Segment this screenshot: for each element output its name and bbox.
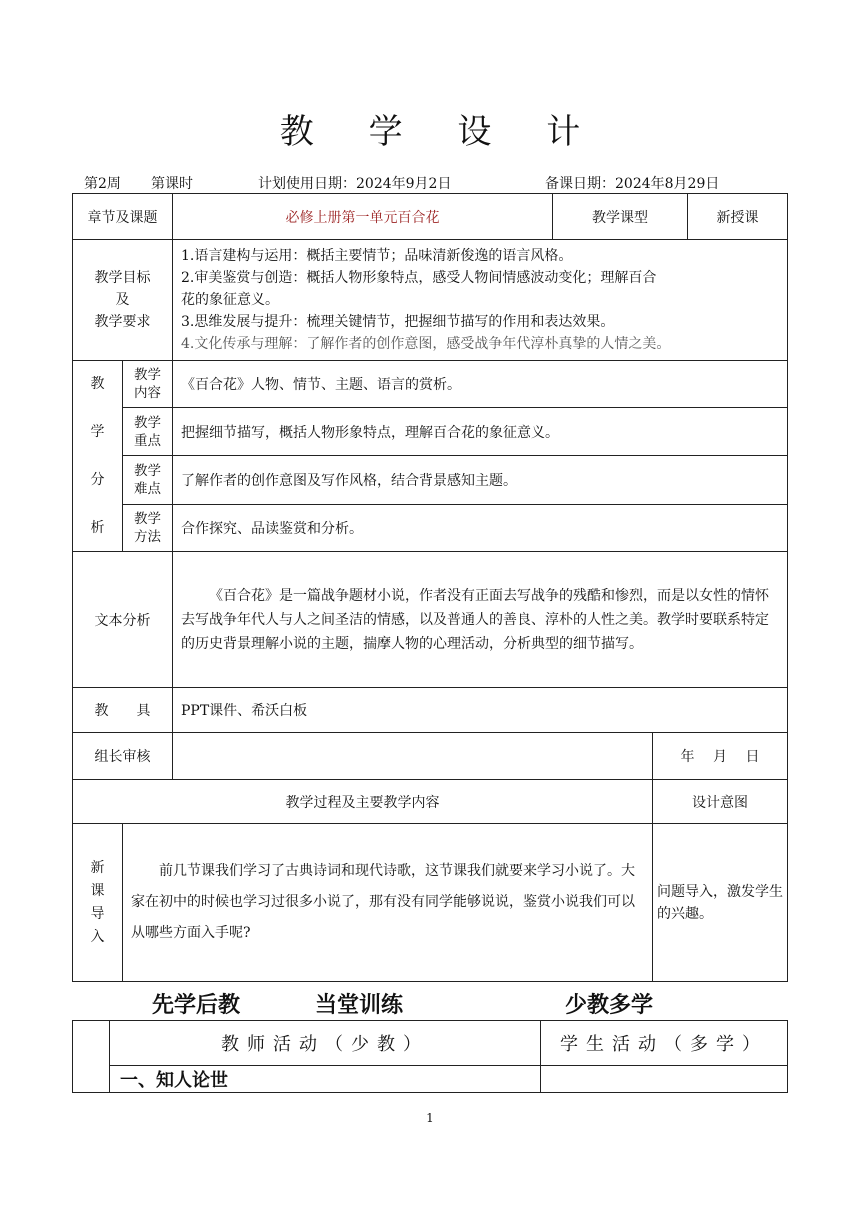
process-header-left: 教学过程及主要教学内容 <box>73 780 653 824</box>
period-label: 第课时 <box>151 176 193 192</box>
text-analysis-row <box>73 552 788 688</box>
intro-text: 前几节课我们学习了古典诗词和现代诗歌，这节课我们就要来学习小说了。大家在初中的时候也学习过很多小说了，那有没有同学能够说说，鉴赏小说我们可以从哪些方面入手呢? <box>123 824 653 982</box>
page-number: 1 <box>426 1111 434 1125</box>
activity-header-row <box>73 1021 788 1066</box>
intro-side-label <box>73 824 123 982</box>
analysis-side-char: 析 <box>90 520 105 536</box>
goals-label-line-3: 教学要求 <box>94 314 151 330</box>
analysis-row-difficulties <box>73 455 788 504</box>
goal-item: 3.思维发展与提升：梳理关键情节，把握细节描写的作用和表达效果。 <box>181 314 615 330</box>
document-title: 教 学 设 计 <box>279 112 603 152</box>
chapter-label: 章节及课题 <box>73 194 173 240</box>
section-one-student-cell <box>541 1066 788 1093</box>
analysis-label: 教学 方法 <box>123 504 173 552</box>
intro-side-char: 导 <box>90 905 105 922</box>
review-row <box>73 733 788 780</box>
lesson-info-table <box>72 193 788 982</box>
intro-side-char: 入 <box>90 928 105 945</box>
review-date: 年 月 日 <box>653 733 788 780</box>
analysis-key-points-text: 把握细节描写，概括人物形象特点，理解百合花的象征意义。 <box>173 408 788 455</box>
analysis-side-char: 教 <box>90 376 105 392</box>
intro-intent: 问题导入，激发学生的兴趣。 <box>653 824 788 982</box>
goals-label-line-1: 教学目标 <box>94 270 151 286</box>
intro-row <box>73 824 788 982</box>
intro-side-char: 课 <box>90 882 105 899</box>
slogan-3: 少教多学 <box>565 993 654 1018</box>
activity-table <box>72 1020 788 1093</box>
goals-label <box>73 240 173 361</box>
analysis-row-key-points <box>73 408 788 455</box>
analysis-row-methods <box>73 504 788 552</box>
slogan-2: 当堂训练 <box>315 993 404 1018</box>
goal-item: 4.文化传承与理解：了解作者的创作意图，感受战争年代淳朴真挚的人情之美。 <box>181 336 671 352</box>
analysis-content-text: 《百合花》人物、情节、主题、语言的赏析。 <box>173 361 788 408</box>
section-one-row <box>73 1066 788 1093</box>
analysis-label: 教学 内容 <box>123 361 173 408</box>
text-analysis-content: 《百合花》是一篇战争题材小说，作者没有正面去写战争的残酷和惨烈，而是以女性的情怀去写战争年代人与人之间圣洁的情感，以及普通人的善良、淳朴的人性之美。教学时要联系特定的历史背景理解小说的主题，揣摩人物的心理活动，分析典型的细节描写。 <box>173 552 788 688</box>
prep-date: 备课日期：2024年8月29日 <box>545 176 720 192</box>
intro-side-char: 新 <box>90 859 105 876</box>
process-header-row <box>73 780 788 824</box>
analysis-side-char: 分 <box>90 472 105 488</box>
text-analysis-label: 文本分析 <box>73 552 173 688</box>
goals-label-line-2: 及 <box>115 292 130 308</box>
teacher-activity-header: 教师活动（少教） <box>110 1021 541 1066</box>
analysis-side-char: 学 <box>90 424 105 440</box>
student-activity-header: 学生活动（多学） <box>541 1021 788 1066</box>
review-signature-area <box>173 733 653 780</box>
goal-item: 1.语言建构与运用：概括主要情节；品味清新俊逸的语言风格。 <box>181 248 573 264</box>
goal-item: 2.审美鉴赏与创造：概括人物形象特点，感受人物间情感波动变化；理解百合 <box>181 270 657 286</box>
analysis-methods-text: 合作探究、品读鉴赏和分析。 <box>173 504 788 552</box>
analysis-row-content <box>73 361 788 408</box>
analysis-difficulties-text: 了解作者的创作意图及写作风格，结合背景感知主题。 <box>173 455 788 504</box>
chapter-row <box>73 194 788 240</box>
plan-date: 计划使用日期：2024年9月2日 <box>258 176 452 192</box>
goals-row <box>73 240 788 361</box>
process-header-right: 设计意图 <box>653 780 788 824</box>
week-label: 第2周 <box>84 176 121 192</box>
tools-value: PPT课件、希沃白板 <box>173 688 788 733</box>
analysis-side-label <box>73 361 123 552</box>
analysis-label: 教学 重点 <box>123 408 173 455</box>
review-label: 组长审核 <box>73 733 173 780</box>
goals-content <box>173 240 788 361</box>
chapter-value: 必修上册第一单元百合花 <box>173 194 553 240</box>
goal-item: 花的象征意义。 <box>181 292 279 308</box>
analysis-label: 教学 难点 <box>123 455 173 504</box>
lesson-type-label: 教学课型 <box>553 194 688 240</box>
tools-label: 教 具 <box>73 688 173 733</box>
activity-side-cell <box>73 1021 110 1093</box>
lesson-type-value: 新授课 <box>688 194 788 240</box>
section-one-heading: 一、知人论世 <box>110 1066 541 1093</box>
slogan-1: 先学后教 <box>152 993 241 1018</box>
tools-row <box>73 688 788 733</box>
